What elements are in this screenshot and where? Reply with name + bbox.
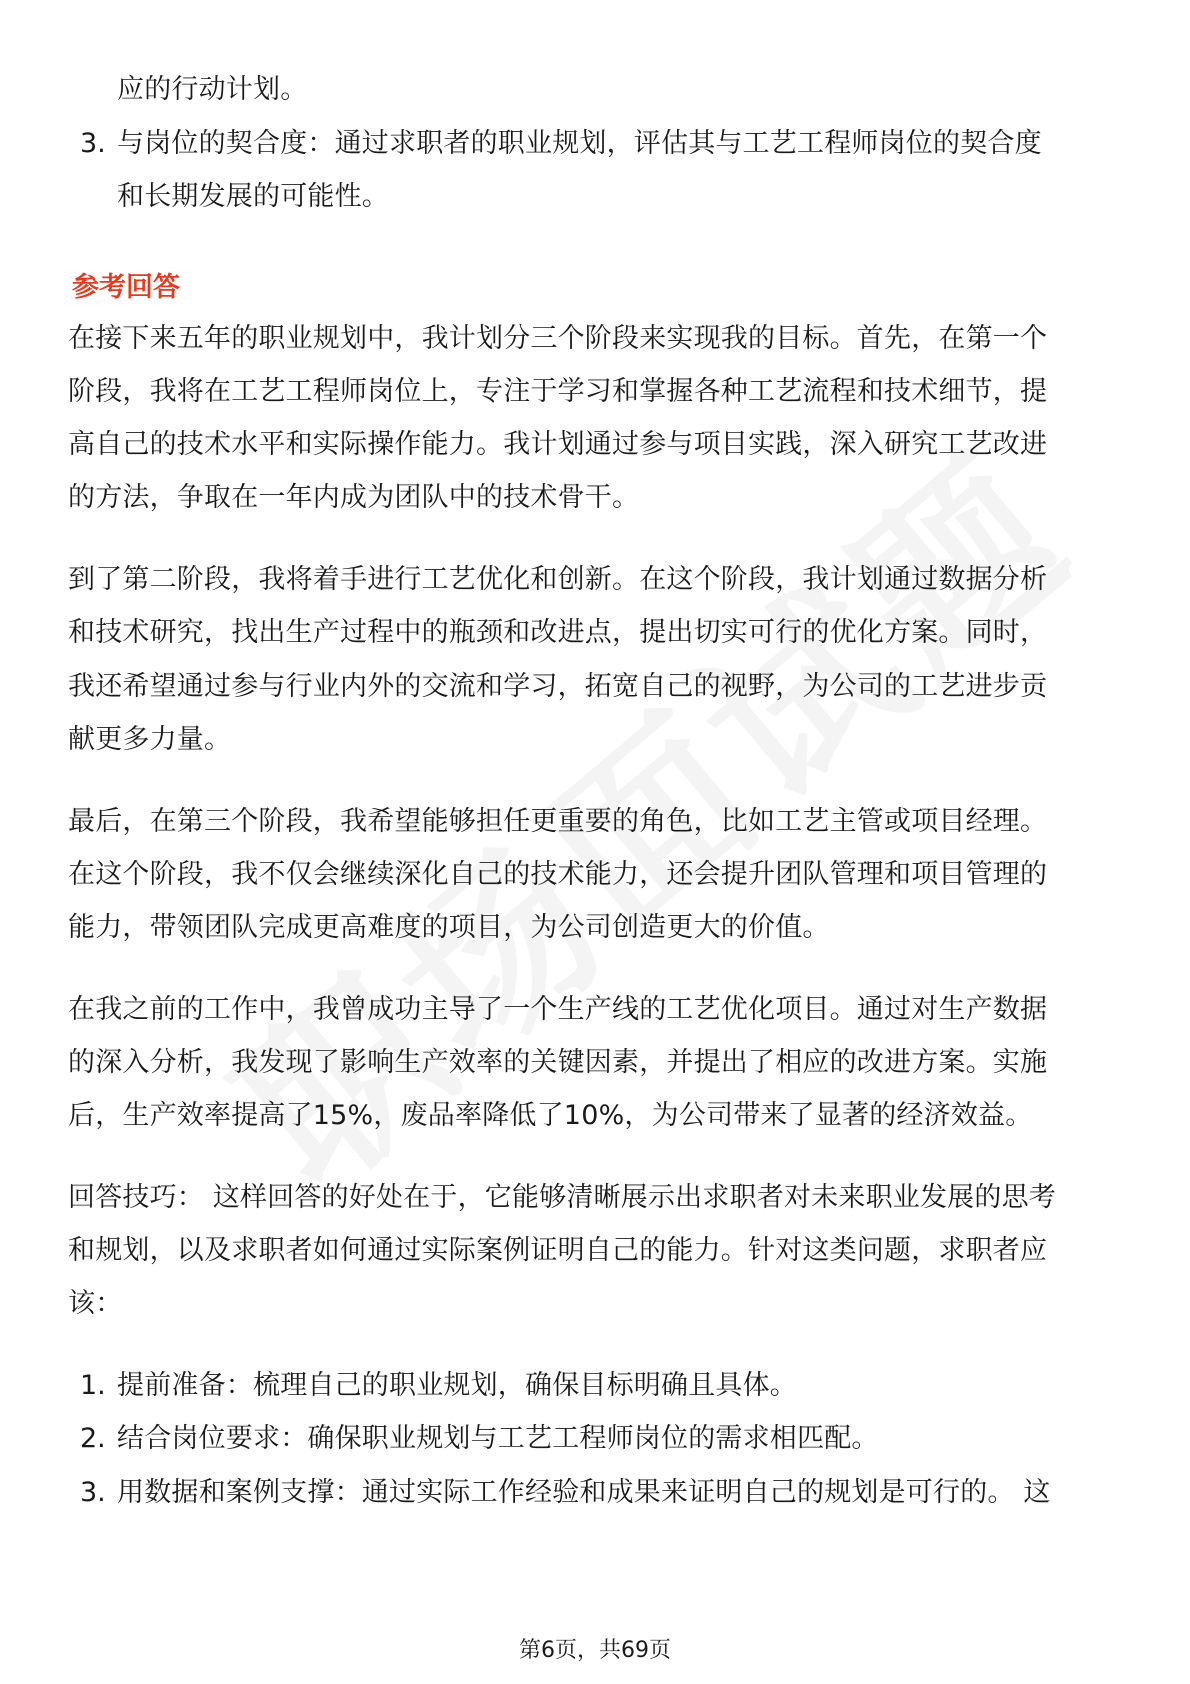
paragraph-line: 能力，带领团队完成更高难度的项目，为公司创造更大的价值。 (68, 912, 830, 943)
list-item-text: 结合岗位要求：确保职业规划与工艺工程师岗位的需求相匹配。 (117, 1423, 879, 1454)
paragraph-line: 高自己的技术水平和实际操作能力。我计划通过参与项目实践，深入研究工艺改进 (68, 429, 1048, 460)
paragraph-line: 回答技巧： 这样回答的好处在于，它能够清晰展示出求职者对未来职业发展的思考 (68, 1182, 1056, 1213)
paragraph-line: 在这个阶段，我不仅会继续深化自己的技术能力，还会提升团队管理和项目管理的 (68, 859, 1048, 890)
paragraph-line: 和技术研究，找出生产过程中的瓶颈和改进点，提出切实可行的优化方案。同时， (68, 617, 1048, 648)
paragraph-line: 和规划，以及求职者如何通过实际案例证明自己的能力。针对这类问题，求职者应 (68, 1235, 1048, 1266)
paragraph-line: 到了第二阶段，我将着手进行工艺优化和创新。在这个阶段，我计划通过数据分析 (68, 564, 1048, 595)
paragraph-line: 阶段，我将在工艺工程师岗位上，专注于学习和掌握各种工艺流程和技术细节，提 (68, 376, 1048, 407)
list-item-number: 2. (80, 1423, 106, 1454)
list-item-number: 1. (80, 1370, 106, 1401)
paragraph-line: 该： (68, 1288, 123, 1319)
paragraph-line: 的深入分析，我发现了影响生产效率的关键因素，并提出了相应的改进方案。实施 (68, 1047, 1048, 1078)
paragraph-line: 后，生产效率提高了15%，废品率降低了10%，为公司带来了显著的经济效益。 (68, 1100, 1033, 1131)
paragraph-line: 的方法，争取在一年内成为团队中的技术骨干。 (68, 482, 640, 513)
list-item-text: 提前准备：梳理自己的职业规划，确保目标明确且具体。 (117, 1370, 797, 1401)
list-item-continuation: 应的行动计划。 (117, 74, 308, 105)
list-item-number: 3. (80, 128, 106, 159)
list-item-text: 用数据和案例支撑：通过实际工作经验和成果来证明自己的规划是可行的。 这 (117, 1477, 1051, 1508)
paragraph-line: 最后，在第三个阶段，我希望能够担任更重要的角色，比如工艺主管或项目经理。 (68, 806, 1048, 837)
paragraph-line: 在我之前的工作中，我曾成功主导了一个生产线的工艺优化项目。通过对生产数据 (68, 994, 1048, 1025)
paragraph-line: 献更多力量。 (68, 724, 232, 755)
list-item-number: 3. (80, 1477, 106, 1508)
paragraph-line: 在接下来五年的职业规划中，我计划分三个阶段来实现我的目标。首先，在第一个 (68, 323, 1048, 354)
paragraph-line: 我还希望通过参与行业内外的交流和学习，拓宽自己的视野，为公司的工艺进步贡 (68, 671, 1048, 702)
list-item-text: 和长期发展的可能性。 (117, 181, 389, 212)
section-heading: 参考回答 (72, 272, 180, 303)
page-number: 第6页，共69页 (519, 1638, 671, 1663)
list-item-text: 与岗位的契合度：通过求职者的职业规划，评估其与工艺工程师岗位的契合度 (117, 128, 1042, 159)
